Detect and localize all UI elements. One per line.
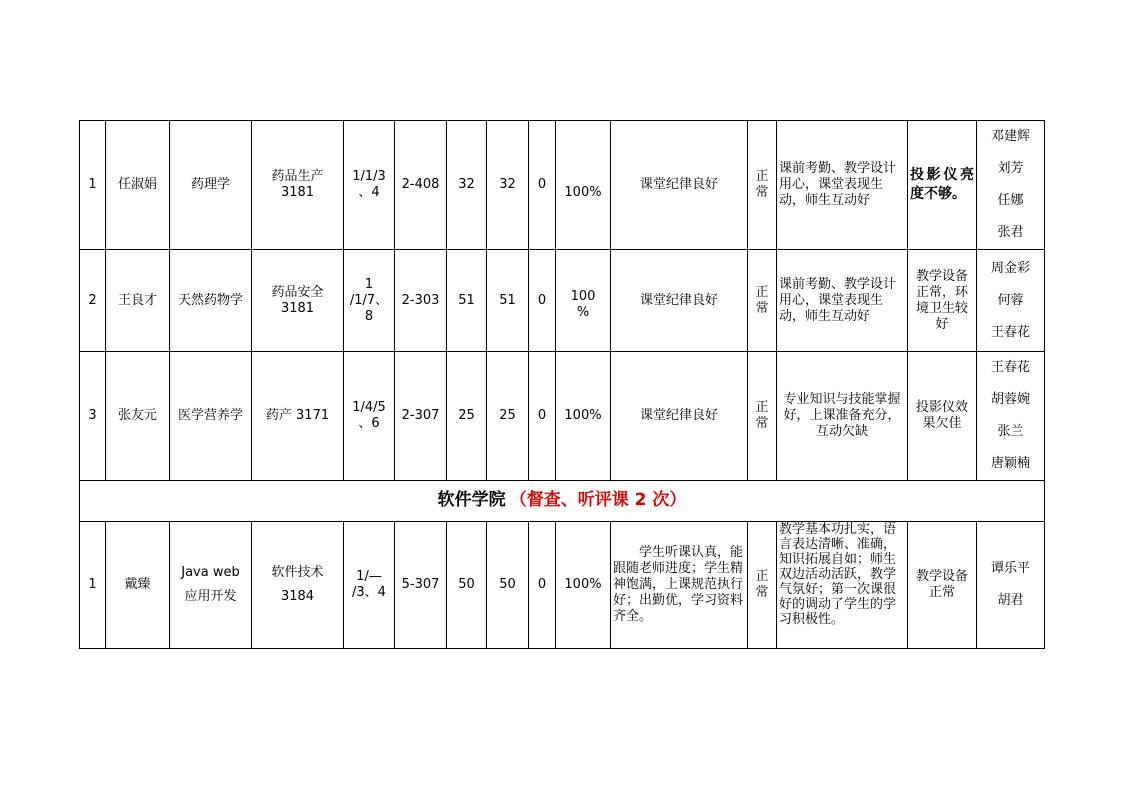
absent-count: 0 [529, 522, 556, 649]
inspector-name: 何蓉 [997, 292, 1024, 308]
week-line: /1/7、 [349, 292, 389, 308]
week-line: /3、4 [352, 585, 386, 600]
discipline-comment: 课堂纪律良好 [611, 121, 748, 250]
attendance-rate-text: 100% [564, 185, 602, 200]
inspector-name: 任娜 [997, 193, 1024, 208]
facility-comment: 教学设备正常 [908, 522, 977, 649]
row-number: 2 [80, 250, 106, 352]
teaching-comment: 课前考勤、教学设计用心，课堂表现生动，师生互动好 [777, 250, 908, 352]
attendance-rate: 100% [556, 352, 611, 481]
facility-comment: 教学设备正常，环境卫生较好 [908, 250, 977, 352]
inspector-name: 谭乐平 [990, 561, 1030, 576]
week-line: 、4 [358, 185, 380, 200]
week-line: 1/— [356, 569, 382, 584]
teaching-comment: 教学基本功扎实，语言表达清晰、准确，知识拓展自如；师生双边活动活跃，教学气氛好；第一次课很好的调动了学生的学习积极性。 [777, 522, 908, 649]
inspectors [977, 250, 1045, 352]
section-header [80, 481, 1045, 522]
inspectors [977, 352, 1045, 481]
teacher-name: 张友元 [106, 352, 170, 481]
status: 正常 [748, 352, 777, 481]
actual-count: 32 [487, 121, 529, 250]
discipline-comment: 课堂纪律良好 [611, 352, 748, 481]
expected-count: 51 [447, 250, 487, 352]
inspector-name: 周金彩 [990, 260, 1030, 276]
absent-count: 0 [529, 352, 556, 481]
course-line: 应用开发 [184, 589, 237, 604]
room: 2-408 [395, 121, 447, 250]
table-row [80, 522, 1045, 649]
week-line: 1/1/3 [352, 169, 386, 184]
week-period [344, 522, 395, 649]
inspection-table [79, 120, 1045, 649]
table-row [80, 250, 1045, 352]
expected-count: 25 [447, 352, 487, 481]
row-number: 1 [80, 522, 106, 649]
inspector-name: 胡君 [997, 593, 1024, 608]
table-row [80, 121, 1045, 250]
class-name [252, 522, 344, 649]
room: 2-303 [395, 250, 447, 352]
absent-count: 0 [529, 250, 556, 352]
week-period [344, 352, 395, 481]
course-line: Java web [181, 565, 240, 580]
class-line: 药品生产 [271, 169, 324, 184]
section-note: （督查、听评课 2 次） [509, 490, 687, 510]
attendance-rate-line: % [576, 304, 590, 320]
status: 正常 [748, 121, 777, 250]
course-name: 医学营养学 [170, 352, 252, 481]
class-line: 药品安全 [271, 284, 324, 300]
inspector-name: 唐颖楠 [990, 456, 1030, 471]
status: 正常 [748, 522, 777, 649]
table-row [80, 352, 1045, 481]
teacher-name: 任淑娟 [106, 121, 170, 250]
class-name: 药产 3171 [252, 352, 344, 481]
class-name [252, 250, 344, 352]
discipline-comment: 课堂纪律良好 [611, 250, 748, 352]
row-number: 1 [80, 121, 106, 250]
course-name [170, 522, 252, 649]
teaching-comment: 专业知识与技能掌握好，上课准备充分，互动欠缺 [777, 352, 908, 481]
week-period [344, 121, 395, 250]
inspector-name: 张君 [997, 225, 1024, 240]
actual-count: 51 [487, 250, 529, 352]
inspector-name: 王春花 [990, 324, 1030, 340]
section-title: 软件学院 [437, 490, 506, 510]
class-line: 软件技术 [271, 565, 324, 580]
week-line: 1/4/5 [352, 400, 386, 415]
section-header-row [80, 481, 1045, 522]
inspector-name: 张兰 [997, 424, 1024, 439]
course-name: 药理学 [170, 121, 252, 250]
discipline-comment: 学生听课认真，能跟随老师进度；学生精神饱满，上课规范执行好；出勤优，学习资料齐全。 [611, 522, 748, 649]
week-period [344, 250, 395, 352]
row-number: 3 [80, 352, 106, 481]
attendance-rate-line: 100 [570, 288, 596, 304]
inspectors [977, 522, 1045, 649]
teaching-comment: 课前考勤、教学设计用心，课堂表现生动，师生互动好 [777, 121, 908, 250]
attendance-rate [556, 121, 611, 250]
inspector-name: 王春花 [990, 360, 1030, 375]
class-line: 3184 [280, 589, 315, 604]
teacher-name: 王良才 [106, 250, 170, 352]
attendance-rate [556, 250, 611, 352]
facility-comment: 投影仪亮度不够。 [908, 121, 977, 250]
week-line: 1 [364, 276, 374, 292]
inspector-name: 胡蓉婉 [990, 392, 1030, 407]
inspectors [977, 121, 1045, 250]
week-line: 8 [364, 308, 374, 324]
expected-count: 50 [447, 522, 487, 649]
actual-count: 50 [487, 522, 529, 649]
inspector-name: 刘芳 [997, 161, 1024, 176]
absent-count: 0 [529, 121, 556, 250]
week-line: 、6 [358, 416, 380, 431]
class-line: 3181 [280, 300, 315, 316]
teacher-name: 戴臻 [106, 522, 170, 649]
status: 正常 [748, 250, 777, 352]
inspector-name: 邓建辉 [990, 129, 1030, 144]
facility-comment: 投影仪效果欠佳 [908, 352, 977, 481]
class-name [252, 121, 344, 250]
room: 5-307 [395, 522, 447, 649]
course-name: 天然药物学 [170, 250, 252, 352]
attendance-rate: 100% [556, 522, 611, 649]
actual-count: 25 [487, 352, 529, 481]
class-line: 3181 [280, 185, 315, 200]
room: 2-307 [395, 352, 447, 481]
expected-count: 32 [447, 121, 487, 250]
